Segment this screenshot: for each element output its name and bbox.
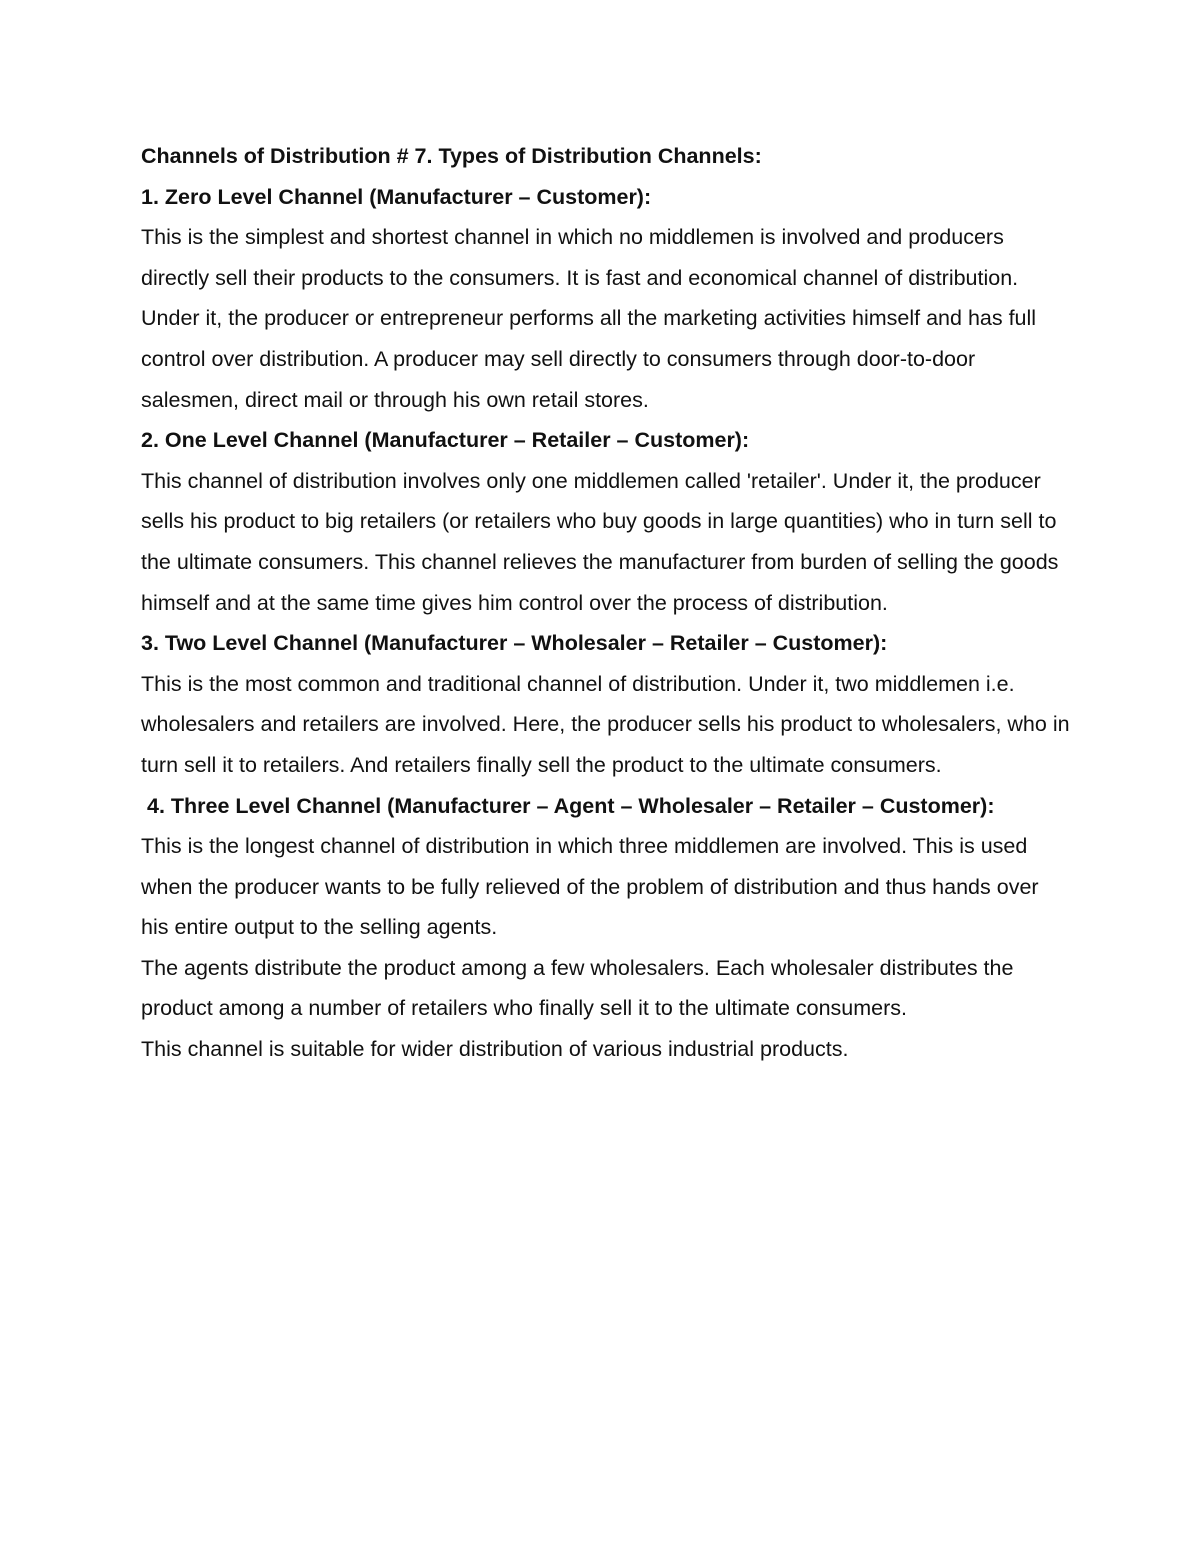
section-2-paragraph: This channel of distribution involves only one middlemen called 'retailer'. Under it, the producer sells his product to big retailers (or retailers who buy goods in large quantities) who in turn sell to the ultimate consumers. This channel relieves the manufacturer from burden of selling the goods himself and at the same time gives him control over the process of distribution. bbox=[141, 468, 1059, 615]
section-3-paragraph: This is the most common and traditional channel of distribution. Under it, two middlemen i.e. wholesalers and retailers are involved. Here, the producer sells his product to wholesalers, who in turn sell it to retailers. And retailers finally sell the product to the ultimate consumers. bbox=[141, 671, 1070, 777]
section-2-heading: 2. One Level Channel (Manufacturer – Retailer – Customer): bbox=[141, 428, 750, 453]
section-1-paragraph: This is the simplest and shortest channel in which no middlemen is involved and producers directly sell their products to the consumers. It is fast and economical channel of distribution. Under it, the producer or entrepreneur performs all the marketing activities himself and has full control over distribution. A producer may sell directly to consumers through door-to-door salesmen, direct mail or through his own retail stores. bbox=[141, 225, 1037, 412]
section-4-paragraph-1: This is the longest channel of distribution in which three middlemen are involved. This is used when the producer wants to be fully relieved of the problem of distribution and thus hands over his entire output to the selling agents. bbox=[141, 834, 1039, 940]
document-body bbox=[141, 136, 1071, 1070]
document-title: Channels of Distribution # 7. Types of Distribution Channels: bbox=[141, 144, 762, 168]
section-4-paragraph-2: The agents distribute the product among a few wholesalers. Each wholesaler distributes the product among a number of retailers who finally sell it to the ultimate consumers. bbox=[141, 955, 1014, 1021]
section-3-heading: 3. Two Level Channel (Manufacturer – Wholesaler – Retailer – Customer): bbox=[141, 631, 888, 656]
section-1-heading: 1. Zero Level Channel (Manufacturer – Customer): bbox=[141, 184, 652, 209]
section-4-heading: 4. Three Level Channel (Manufacturer – Agent – Wholesaler – Retailer – Customer): bbox=[147, 793, 995, 818]
section-4-paragraph-3: This channel is suitable for wider distribution of various industrial products. bbox=[141, 1037, 849, 1062]
